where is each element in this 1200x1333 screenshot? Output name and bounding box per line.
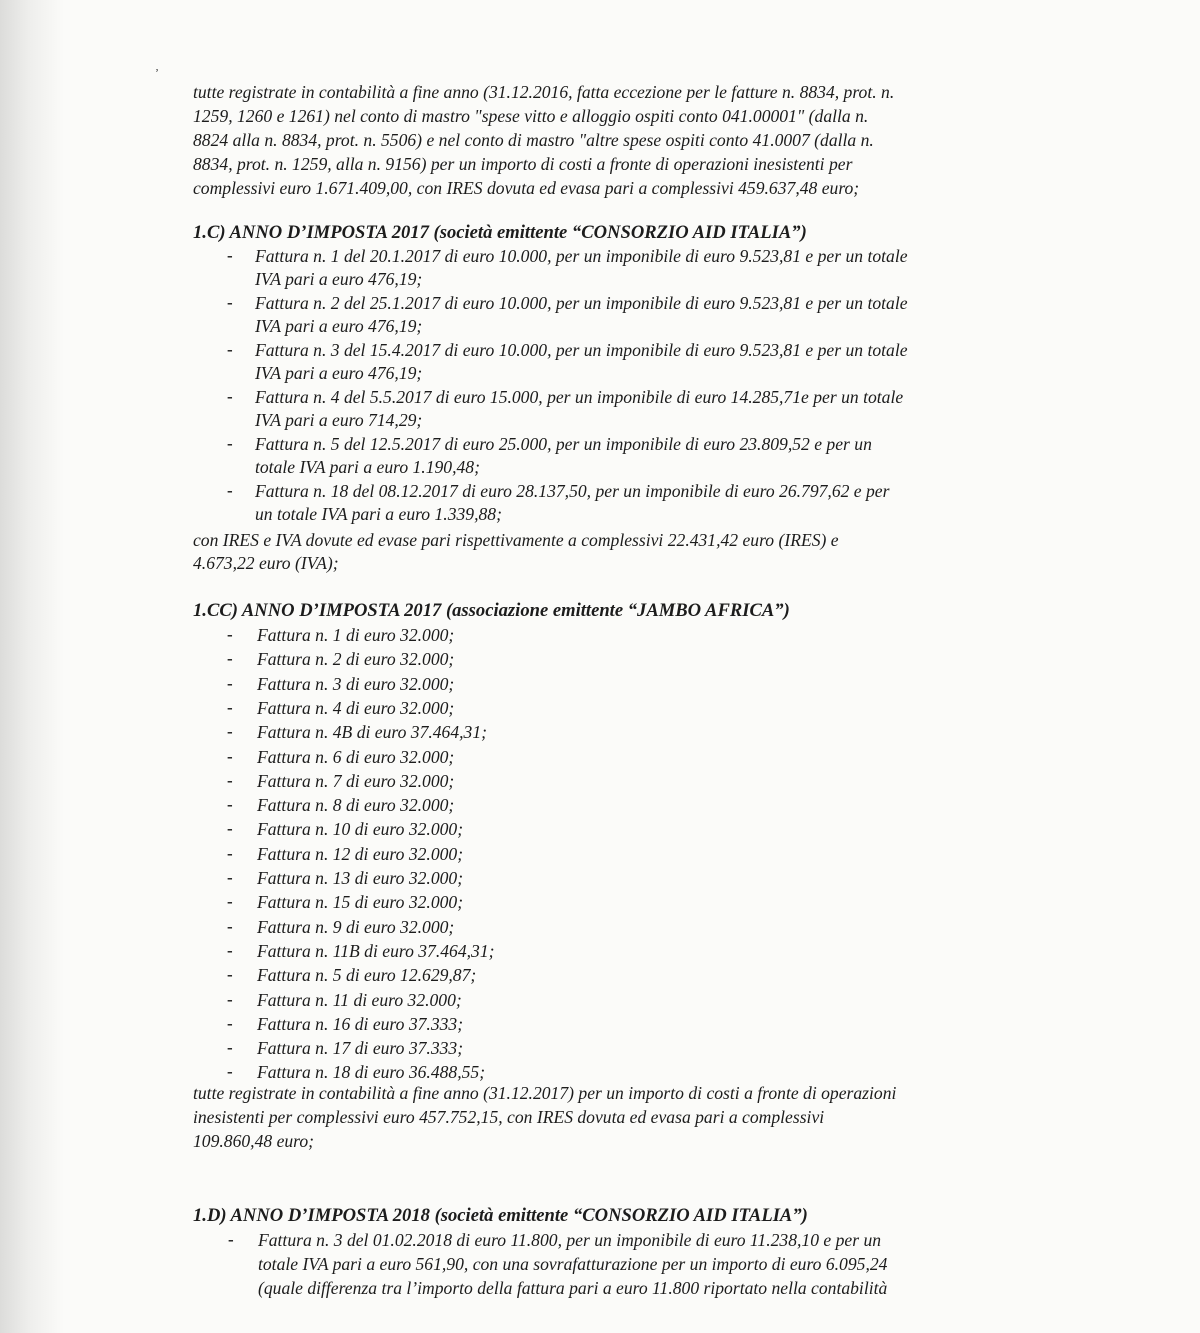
list-item: Fattura n. 8 di euro 32.000;	[257, 795, 455, 816]
list-item-line: Fattura n. 18 del 08.12.2017 di euro 28.137,50, per un imponibile di euro 26.797,62 e per	[255, 481, 890, 501]
list-item: Fattura n. 15 di euro 32.000;	[257, 892, 464, 913]
list-item-line: totale IVA pari a euro 1.190,48;	[255, 457, 480, 477]
paragraph-line: 8834, prot. n. 1259, alla n. 9156) per un importo di costi a fronte di operazioni inesistenti per	[193, 154, 853, 174]
list-item-line: Fattura n. 3 del 01.02.2018 di euro 11.800, per un imponibile di euro 11.238,10 e per un	[258, 1230, 882, 1250]
list-item-line: Fattura n. 4 del 5.5.2017 di euro 15.000, per un imponibile di euro 14.285,71e per un totale	[255, 387, 904, 407]
list-bullet-dash: -	[227, 843, 233, 863]
list-item: Fattura n. 12 di euro 32.000;	[257, 843, 464, 864]
list-item: Fattura n. 5 di euro 12.629,87;	[257, 965, 477, 986]
list-item: Fattura n. 11 di euro 32.000;	[257, 989, 462, 1010]
list-bullet-dash: -	[227, 1013, 233, 1033]
list-bullet-dash: -	[227, 673, 233, 693]
section-heading: 1.C) ANNO D’IMPOSTA 2017 (società emittente “CONSORZIO AID ITALIA”)	[193, 222, 807, 243]
list-bullet-dash: -	[227, 481, 233, 500]
list-item-line: IVA pari a euro 476,19;	[255, 316, 423, 336]
list-item: Fattura n. 2 di euro 32.000;	[257, 649, 455, 670]
scan-edge-shadow	[0, 0, 64, 1333]
list-bullet-dash: -	[227, 940, 233, 960]
list-bullet-dash: -	[227, 965, 233, 985]
list-bullet-dash: -	[227, 916, 233, 936]
list-item: Fattura n. 18 di euro 36.488,55;	[257, 1062, 486, 1083]
list-item-line: Fattura n. 1 del 20.1.2017 di euro 10.000, per un imponibile di euro 9.523,81 e per un totale	[255, 246, 908, 266]
list-bullet-dash: -	[227, 1062, 233, 1082]
paragraph-line: inesistenti per complessivi euro 457.752,15, con IRES dovuta ed evasa pari a complessivi	[193, 1107, 825, 1127]
list-item: Fattura n. 7 di euro 32.000;	[257, 770, 455, 791]
list-bullet-dash: -	[227, 697, 233, 717]
list-item: Fattura n. 4 di euro 32.000;	[257, 697, 455, 718]
list-item: Fattura n. 4B di euro 37.464,31;	[257, 722, 488, 743]
list-bullet-dash: -	[227, 819, 233, 839]
list-item: Fattura n. 13 di euro 32.000;	[257, 868, 464, 888]
list-bullet-dash: -	[227, 649, 233, 669]
list-item: Fattura n. 11B di euro 37.464,31;	[257, 940, 495, 961]
list-item-line: (quale differenza tra l’importo della fattura pari a euro 11.800 riportato nella contabilità	[258, 1278, 888, 1298]
list-item: Fattura n. 10 di euro 32.000;	[257, 819, 464, 840]
paragraph-line: con IRES e IVA dovute ed evase pari rispettivamente a complessivi 22.431,42 euro (IRES) e	[193, 530, 839, 550]
list-item-line: Fattura n. 3 del 15.4.2017 di euro 10.000, per un imponibile di euro 9.523,81 e per un totale	[255, 340, 908, 360]
list-bullet-dash: -	[227, 892, 233, 912]
list-bullet-dash: -	[227, 1038, 233, 1058]
paragraph-line: complessivi euro 1.671.409,00, con IRES dovuta ed evasa pari a complessivi 459.637,48 euro;	[193, 178, 860, 198]
paragraph-line: 109.860,48 euro;	[193, 1131, 315, 1151]
paragraph-line: 1259, 1260 e 1261) nel conto di mastro "spese vitto e alloggio ospiti conto 041.00001" (dalla n.	[193, 106, 869, 126]
paragraph-line: tutte registrate in contabilità a fine anno (31.12.2017) per un importo di costi a fronte di operazioni	[193, 1083, 897, 1103]
list-bullet-dash: -	[227, 770, 233, 790]
page-mark: ʼ	[155, 66, 159, 80]
section-heading: 1.CC) ANNO D’IMPOSTA 2017 (associazione emittente “JAMBO AFRICA”)	[193, 600, 790, 621]
list-item-line: un totale IVA pari a euro 1.339,88;	[255, 504, 502, 524]
list-bullet-dash: -	[227, 868, 233, 887]
list-bullet-dash: -	[227, 625, 233, 644]
list-bullet-dash: -	[227, 989, 233, 1009]
list-bullet-dash: -	[227, 340, 233, 359]
paragraph-line: tutte registrate in contabilità a fine anno (31.12.2016, fatta eccezione per le fatture n. 8834, prot. n.	[193, 82, 895, 102]
section-heading: 1.D) ANNO D’IMPOSTA 2018 (società emittente “CONSORZIO AID ITALIA”)	[193, 1205, 808, 1226]
list-item-line: IVA pari a euro 714,29;	[255, 410, 423, 430]
list-bullet-dash: -	[227, 434, 233, 453]
list-item-line: IVA pari a euro 476,19;	[255, 363, 423, 383]
paragraph-line: 4.673,22 euro (IVA);	[193, 553, 339, 573]
list-bullet-dash: -	[228, 1230, 234, 1249]
list-item: Fattura n. 17 di euro 37.333;	[257, 1038, 464, 1059]
list-item: Fattura n. 1 di euro 32.000;	[257, 625, 455, 645]
list-item-line: IVA pari a euro 476,19;	[255, 269, 423, 289]
paragraph-line: 8824 alla n. 8834, prot. n. 5506) e nel conto di mastro "altre spese ospiti conto 41.0007 (dalla n.	[193, 130, 874, 150]
list-item-line: Fattura n. 5 del 12.5.2017 di euro 25.000, per un imponibile di euro 23.809,52 e per un	[255, 434, 872, 454]
list-item-line: Fattura n. 2 del 25.1.2017 di euro 10.000, per un imponibile di euro 9.523,81 e per un totale	[255, 293, 908, 313]
list-bullet-dash: -	[227, 387, 233, 406]
list-bullet-dash: -	[227, 722, 233, 742]
list-bullet-dash: -	[227, 293, 233, 312]
list-item: Fattura n. 9 di euro 32.000;	[257, 916, 455, 937]
list-bullet-dash: -	[227, 746, 233, 766]
list-item-line: totale IVA pari a euro 561,90, con una sovrafatturazione per un importo di euro 6.095,24	[258, 1254, 888, 1274]
list-item: Fattura n. 3 di euro 32.000;	[257, 673, 455, 694]
list-item: Fattura n. 6 di euro 32.000;	[257, 746, 455, 767]
list-item: Fattura n. 16 di euro 37.333;	[257, 1013, 464, 1034]
list-bullet-dash: -	[227, 246, 233, 265]
list-bullet-dash: -	[227, 795, 233, 815]
